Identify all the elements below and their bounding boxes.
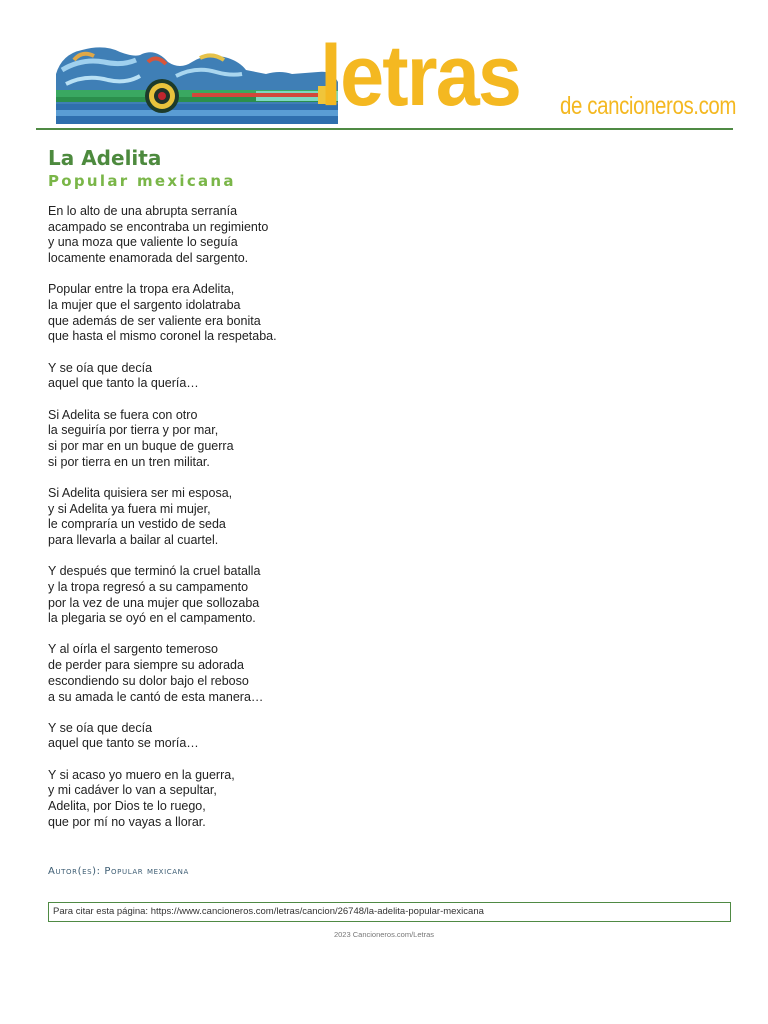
lyric-line: y si Adelita ya fuera mi mujer, [48,501,211,516]
lyric-line: que además de ser valiente era bonita [48,313,261,328]
lyric-line: si por tierra en un tren militar. [48,454,210,469]
lyric-line: que hasta el mismo coronel la respetaba. [48,329,277,344]
lyric-line: si por mar en un buque de guerra [48,438,234,453]
lyric-line: de perder para siempre su adorada [48,658,244,673]
lyric-line: Popular entre la tropa era Adelita, [48,282,235,297]
lyric-line: a su amada le cantó de esta manera… [48,689,264,704]
lyric-line: la plegaria se oyó en el campamento. [48,611,256,626]
lyric-stanza [48,768,548,831]
lyric-line: En lo alto de una abrupta serranía [48,204,238,218]
lyric-line: Si Adelita quisiera ser mi esposa, [48,485,233,500]
lyric-line: y una moza que valiente lo seguía [48,235,238,250]
lyric-line: por la vez de una mujer que sollozaba [48,595,260,610]
brand-domain-text[interactable]: de cancioneros.com [560,92,737,120]
lyric-line: le compraría un vestido de seda [48,517,226,532]
lyric-line: Y si acaso yo muero en la guerra, [48,767,235,782]
lyric-stanza [48,408,548,471]
header-divider [36,128,733,130]
author-credit: Autor(es): Popular mexicana [48,866,189,877]
lyric-line: y mi cadáver lo van a sepultar, [48,783,217,798]
lyric-stanza [48,486,548,549]
lyrics [48,204,548,846]
lyric-line: escondiendo su dolor bajo el reboso [48,673,249,688]
song-title: La Adelita [48,146,162,170]
lyric-stanza [48,282,548,345]
lyric-line: acampado se encontraba un regimiento [48,219,269,234]
lyric-stanza [48,361,548,392]
lyric-line: Y al oírla el sargento temeroso [48,642,219,657]
lyric-stanza [48,564,548,627]
lyric-line: Adelita, por Dios te lo ruego, [48,799,206,814]
lyric-line: Y se oía que decía [48,720,153,735]
song-artist: Popular mexicana [48,172,236,190]
citation-box: Para citar esta página: https://www.cancioneros.com/letras/cancion/26748/la-adelita-popular-mexicana [48,902,731,922]
lyric-stanza [48,642,548,705]
lyric-line: para llevarla a bailar al cuartel. [48,532,219,547]
lyric-line: y la tropa regresó a su campamento [48,579,249,594]
lyric-line: la mujer que el sargento idolatraba [48,298,241,313]
lyric-stanza [48,721,548,752]
footer-copyright: 2023 Cancioneros.com/Letras [333,930,435,939]
lyric-line: Y después que terminó la cruel batalla [48,564,261,579]
lyric-stanza [48,204,548,267]
lyric-line: locamente enamorada del sargento. [48,251,249,266]
lyric-line: Si Adelita se fuera con otro [48,407,198,422]
lyric-line: Y se oía que decía [48,360,153,375]
lyric-line: la seguiría por tierra y por mar, [48,423,219,438]
lyric-line: aquel que tanto se moría… [48,736,199,751]
guitar-landscape-icon [56,40,338,124]
brand-logo-text[interactable]: letras [320,28,521,124]
lyric-line: que por mí no vayas a llorar. [48,814,206,829]
lyric-line: aquel que tanto la quería… [48,376,199,391]
site-header [36,28,737,128]
